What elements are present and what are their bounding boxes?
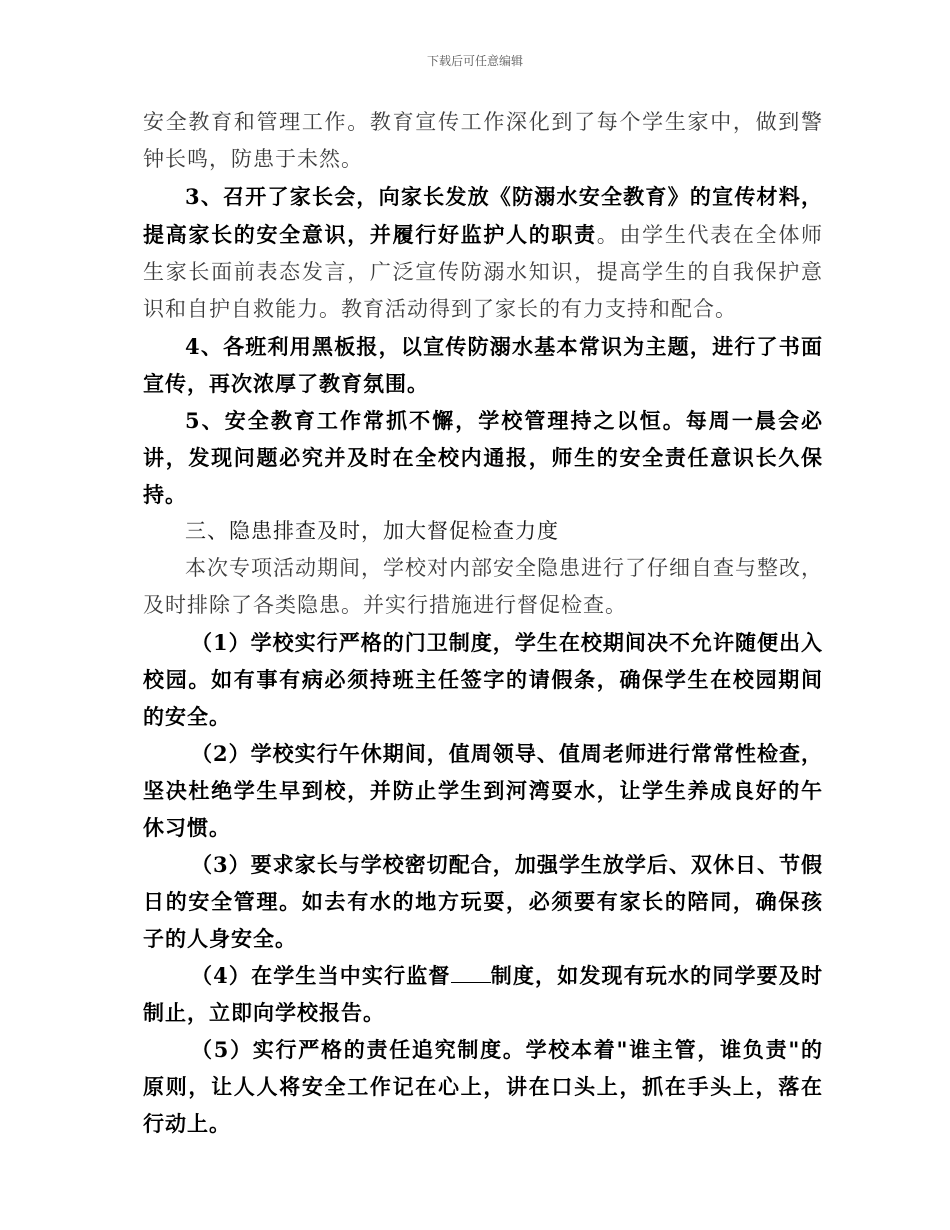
paragraph-parent-meeting bbox=[143, 178, 823, 328]
paragraph-item-4 bbox=[143, 957, 823, 1031]
paragraph-blackboard: 4、各班利用黑板报，以宣传防溺水基本常识为主题，进行了书面宣传，再次浓厚了教育氛围。 bbox=[143, 334, 823, 396]
paragraph-hazard-intro: 本次专项活动期间，学校对内部安全隐患进行了仔细自查与整改，及时排除了各类隐患。并实行措施进行督促检查。 bbox=[143, 556, 823, 617]
paragraph-continuous-education: 5、安全教育工作常抓不懈，学校管理持之以恒。每周一晨会必讲，发现问题必究并及时在全校内通报，师生的安全责任意识长久保持。 bbox=[143, 408, 823, 507]
item-4-text-end: 制度，如发现有玩水的同学要及时制止，立即向学校报告。 bbox=[143, 963, 823, 1025]
paragraph-item-1: （1）学校实行严格的门卫制度，学生在校期间决不允许随便出入校园。如有事有病必须持班主任签字的请假条，确保学生在校园期间的安全。 bbox=[143, 630, 823, 729]
section-heading-hazard-check: 三、隐患排查及时，加大督促检查力度 bbox=[185, 519, 559, 543]
paragraph-item-2: （2）学校实行午休期间，值周领导、值周老师进行常常性检查，坚决杜绝学生早到校，并防止学生到河湾耍水，让学生养成良好的午休习惯。 bbox=[143, 741, 823, 840]
paragraph-item-3: （3）要求家长与学校密切配合，加强学生放学后、双休日、节假日的安全管理。如去有水的地方玩耍，必须要有家长的陪同，确保孩子的人身安全。 bbox=[143, 852, 823, 951]
page-header: 下载后可任意编辑 bbox=[426, 54, 523, 68]
parent-meeting-bold-text: 3、召开了家长会，向家长发放《防溺水安全教育》的宣传材料，提高家长的安全意识，并履行好监护人的职责 bbox=[143, 184, 823, 247]
blank-underline bbox=[451, 964, 491, 983]
parent-meeting-rest-text: 。由学生代表在全体师生家长面前表态发言，广泛宣传防溺水知识，提高学生的自我保护意识和自护自救能力。教育活动得到了家长的有力支持和配合。 bbox=[143, 223, 824, 321]
paragraph-continuation: 安全教育和管理工作。教育宣传工作深化到了每个学生家中，做到警钟长鸣，防患于未然。 bbox=[143, 110, 823, 171]
document-body bbox=[143, 104, 823, 1142]
item-4-text-start: （4）在学生当中实行监督 bbox=[191, 963, 451, 988]
paragraph-item-5: （5）实行严格的责任追究制度。学校本着"谁主管，谁负责"的原则，让人人将安全工作记在心上，讲在口头上，抓在手头上，落在行动上。 bbox=[143, 1037, 823, 1136]
